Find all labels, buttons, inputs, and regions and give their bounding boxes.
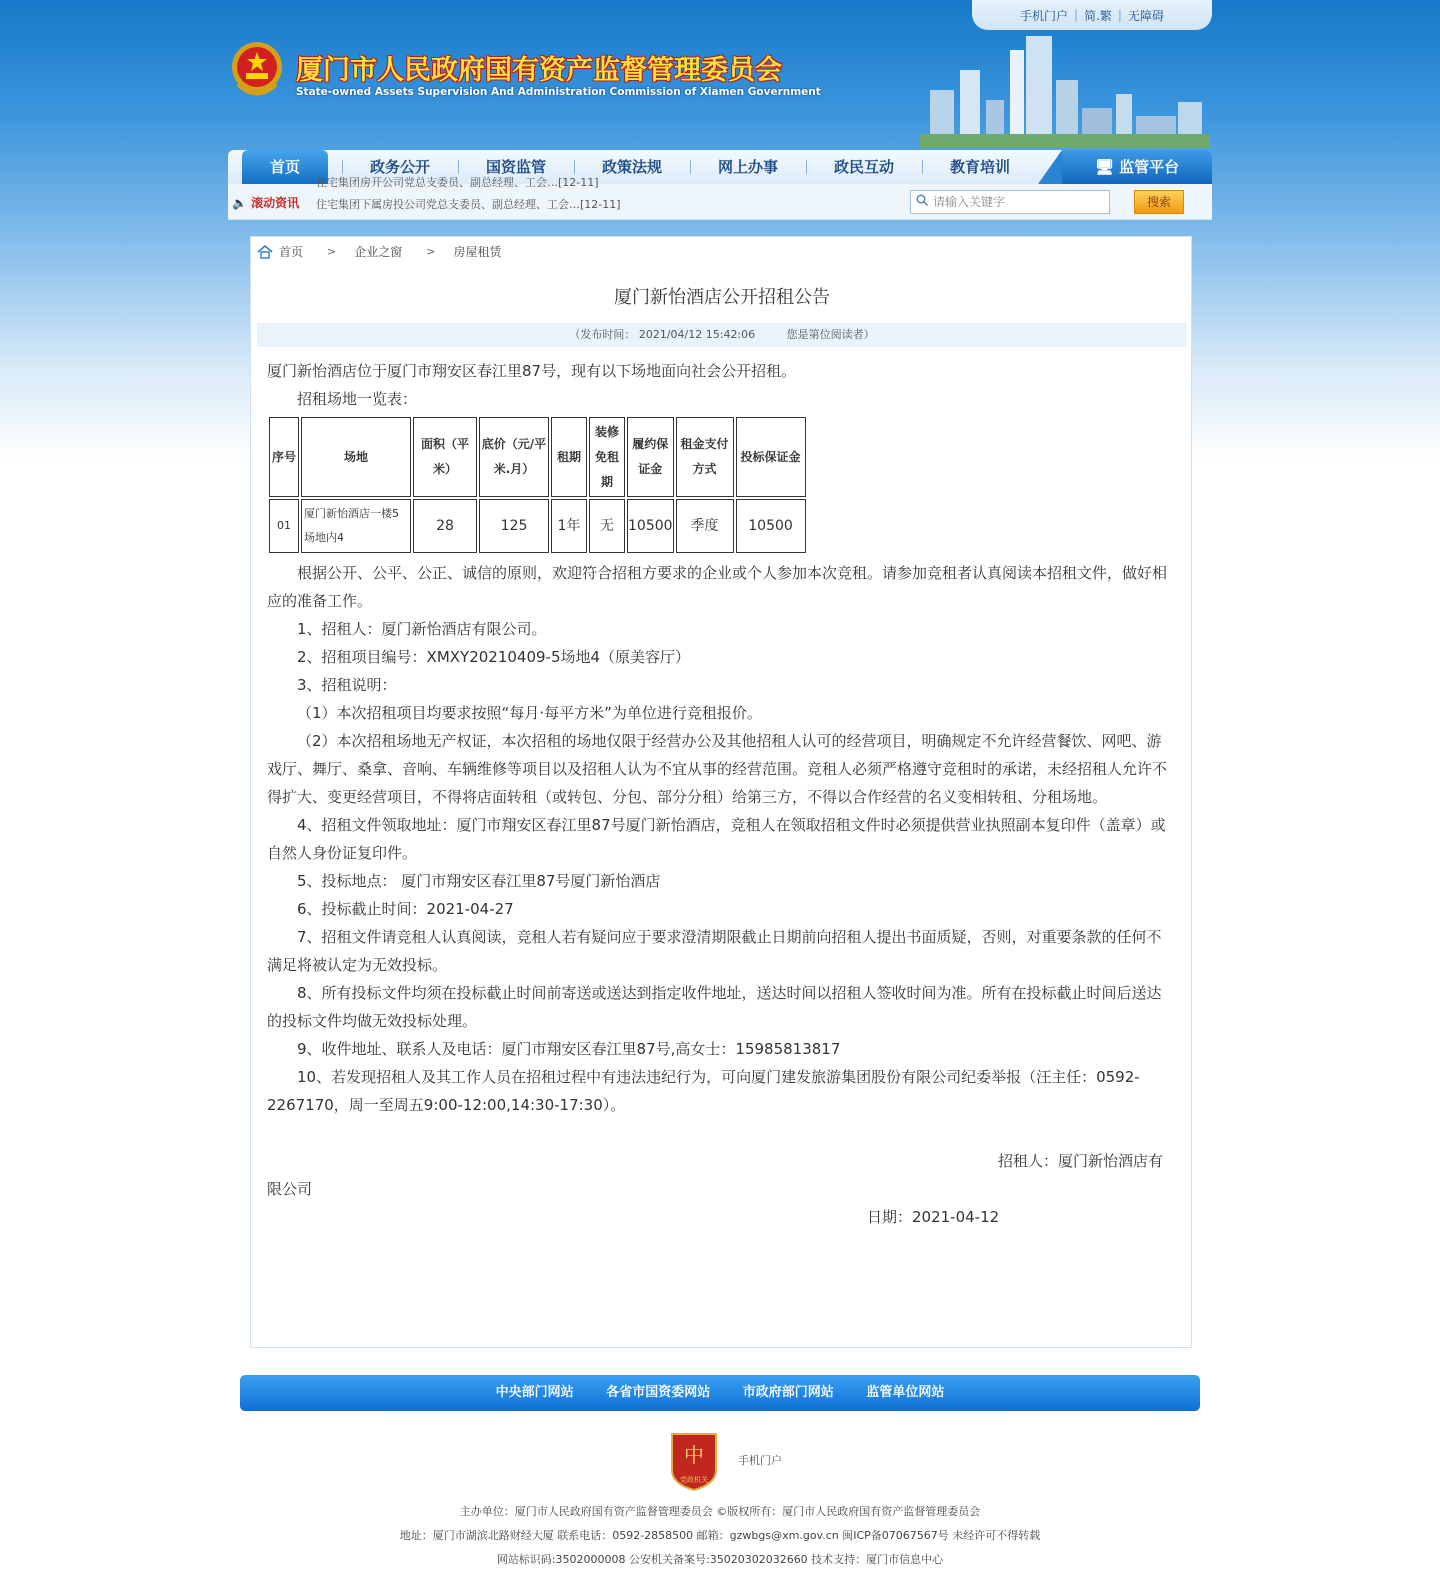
spacer <box>267 1119 1169 1147</box>
table-header: 履约保证金 <box>627 417 674 497</box>
lease-table <box>267 415 808 555</box>
reader-count: 您是第位阅读者） <box>786 328 875 341</box>
table-header: 序号 <box>269 417 299 497</box>
nav-platform-label: 监管平台 <box>1119 158 1180 176</box>
party-government-badge-icon[interactable] <box>668 1430 720 1492</box>
ticker-item[interactable]: 住宅集团下属房投公司党总支委员、副总经理、工会…[12-11] <box>316 198 621 211</box>
footer-info <box>0 1500 1440 1572</box>
search-input[interactable] <box>910 190 1110 214</box>
nav-policies[interactable]: 政策法规 <box>574 150 690 184</box>
body-paragraph: 8、所有投标文件均须在投标截止时间前寄送或送达到指定收件地址，送达时间以招租人签收时间为准。所有在投标截止时间后送达的投标文件均做无效投标处理。 <box>267 984 1162 1030</box>
table-header: 租金支付方式 <box>676 417 734 497</box>
publish-time: （发布时间： 2021/04/12 15:42:06 <box>569 328 756 341</box>
table-header: 装修免租期 <box>589 417 625 497</box>
article-meta <box>257 323 1187 347</box>
nav-interaction[interactable]: 政民互动 <box>806 150 922 184</box>
footer-link-supervised[interactable]: 监管单位网站 <box>866 1385 945 1400</box>
signer-line-cont: 限公司 <box>267 1180 313 1198</box>
table-cell: 10500 <box>627 499 674 553</box>
table-cell: 无 <box>589 499 625 553</box>
ticker-label-text: 滚动资讯 <box>251 196 300 210</box>
nav-government-affairs[interactable]: 政务公开 <box>342 150 458 184</box>
article-body <box>267 357 1169 1231</box>
nav-online-services[interactable]: 网上办事 <box>690 150 806 184</box>
site-header <box>230 30 1210 148</box>
article-title: 厦门新怡酒店公开招租公告 <box>614 287 830 308</box>
body-paragraph: 7、招租文件请竞租人认真阅读，竞租人若有疑问应于要求澄清期限截止日期前向招租人提出书面质疑，否则，对重要条款的任何不满足将被认定为无效投标。 <box>267 928 1162 974</box>
national-emblem-icon <box>230 40 284 100</box>
footer-link-central[interactable]: 中央部门网站 <box>495 1385 574 1400</box>
table-header: 租期 <box>551 417 587 497</box>
ticker-item[interactable]: 住宅集团房开公司党总支委员、副总经理、工会…[12-11] <box>316 176 599 189</box>
footer-registration: 网站标识码:3502000008 公安机关备案号:35020302032660 技术支持：厦门市信息中心 <box>496 1553 944 1566</box>
intro-paragraph: 厦门新怡酒店位于厦门市翔安区春江里87号，现有以下场地面向社会公开招租。 <box>267 362 797 380</box>
city-skyline-image <box>920 30 1210 148</box>
table-cell: 01 <box>269 499 299 553</box>
body-paragraph: 3、招租说明： <box>297 676 397 694</box>
monitor-icon: 🖥 <box>1094 158 1114 176</box>
footer-link-municipal[interactable]: 市政府部门网站 <box>742 1385 834 1400</box>
table-cell: 季度 <box>676 499 734 553</box>
table-cell: 厦门新怡酒店一楼5场地内4 <box>301 499 411 553</box>
breadcrumb-enterprise[interactable]: 企业之窗 <box>354 245 403 259</box>
table-header: 底价（元/平米.月） <box>479 417 549 497</box>
body-paragraph: （1）本次招租项目均要求按照“每月·每平方米”为单位进行竞租报价。 <box>297 704 762 722</box>
site-title: 厦门市人民政府国有资产监督管理委员会 <box>296 55 782 86</box>
footer-mobile-portal[interactable]: 手机门户 <box>738 1454 782 1467</box>
body-paragraph: 4、招租文件领取地址：厦门市翔安区春江里87号厦门新怡酒店，竞租人在领取招租文件时必须提供营业执照副本复印件（盖章）或自然人身份证复印件。 <box>267 816 1166 862</box>
table-row <box>269 499 806 553</box>
body-paragraph: 根据公开、公平、公正、诚信的原则，欢迎符合招租方要求的企业或个人参加本次竞租。请参加竞租者认真阅读本招租文件，做好相应的准备工作。 <box>267 564 1168 610</box>
top-links <box>972 0 1212 30</box>
separator: | <box>1117 8 1122 22</box>
body-paragraph: 6、投标截止时间：2021-04-27 <box>297 900 514 918</box>
breadcrumb <box>257 243 501 260</box>
table-cell: 28 <box>413 499 477 553</box>
footer-link-provincial[interactable]: 各省市国资委网站 <box>606 1385 711 1400</box>
chevron-right-icon: > <box>426 245 436 258</box>
home-icon <box>257 245 273 259</box>
body-paragraph: 1、招租人：厦门新怡酒店有限公司。 <box>297 620 547 638</box>
table-cell: 1年 <box>551 499 587 553</box>
table-caption: 招租场地一览表： <box>297 390 418 408</box>
site-subtitle: State-owned Assets Supervision And Administration Commission of Xiamen Government <box>296 86 821 98</box>
article-panel <box>250 236 1192 1348</box>
nav-training[interactable]: 教育培训 <box>922 150 1038 184</box>
nav-state-assets[interactable]: 国资监管 <box>458 150 574 184</box>
ticker-search-bar <box>228 176 1212 220</box>
signer-line: 招租人：厦门新怡酒店有 <box>997 1152 1163 1170</box>
table-header: 投标保证金 <box>736 417 806 497</box>
chevron-right-icon: > <box>327 245 337 258</box>
body-paragraph: 9、收件地址、联系人及电话：厦门市翔安区春江里87号,高女士：15985813817 <box>297 1040 841 1058</box>
footer-address: 地址：厦门市湖滨北路财经大厦 联系电话：0592-2858500 邮箱：gzwbgs@xm.gov.cn 闽ICP备07067567号 未经许可不得转载 <box>399 1529 1041 1542</box>
breadcrumb-rental[interactable]: 房屋租赁 <box>453 245 502 259</box>
speaker-icon: 🔈 <box>232 196 247 210</box>
body-paragraph: 2、招租项目编号：XMXY20210409-5场地4（原美容厅） <box>297 648 691 666</box>
sign-date: 日期：2021-04-12 <box>867 1208 1000 1226</box>
breadcrumb-home[interactable]: 首页 <box>279 245 304 259</box>
svg-text:中: 中 <box>684 1443 704 1467</box>
accessibility-link[interactable]: 无障碍 <box>1127 8 1164 23</box>
ticker-label <box>232 194 299 211</box>
separator: | <box>1074 8 1079 22</box>
nav-supervision-platform[interactable] <box>1062 150 1212 184</box>
search-placeholder: 请输入关键字 <box>933 195 1006 209</box>
simplified-traditional-link[interactable]: 简.繁 <box>1084 8 1112 23</box>
body-paragraph: 5、投标地点： 厦门市翔安区春江里87号厦门新怡酒店 <box>297 872 661 890</box>
news-ticker <box>316 176 656 220</box>
search-icon <box>916 194 928 206</box>
footer-link-bar <box>240 1375 1200 1411</box>
search-button[interactable]: 搜索 <box>1134 190 1184 214</box>
table-header: 面积（平米） <box>413 417 477 497</box>
badge-text: 党政机关 <box>680 1476 708 1484</box>
body-paragraph: 10、若发现招租人及其工作人员在招租过程中有违法违纪行为，可向厦门建发旅游集团股份有限公司纪委举报（汪主任：0592-2267170，周一至周五9:00-12:00,14:30-17:30）。 <box>267 1068 1140 1114</box>
nav-home[interactable]: 首页 <box>242 150 328 184</box>
table-cell: 125 <box>479 499 549 553</box>
table-header: 场地 <box>301 417 411 497</box>
body-paragraph: （2）本次招租场地无产权证，本次招租的场地仅限于经营办公及其他招租人认可的经营项目，明确规定不允许经营餐饮、网吧、游戏厅、舞厅、桑拿、音响、车辆维修等项目以及招租人认为不宜从事的经营范围。竞租人必须严格遵守竞租时的承诺，未经招租人允许不得扩大、变更经营项目，不得将店面转租（或转包、分包、部分分租）给第三方，不得以合作经营的名义变相转租、分租场地。 <box>267 732 1168 806</box>
table-cell: 10500 <box>736 499 806 553</box>
footer-sponsor: 主办单位：厦门市人民政府国有资产监督管理委员会 ©版权所有：厦门市人民政府国有资产监督管理委员会 <box>459 1505 981 1518</box>
mobile-portal-link[interactable]: 手机门户 <box>1020 8 1069 23</box>
